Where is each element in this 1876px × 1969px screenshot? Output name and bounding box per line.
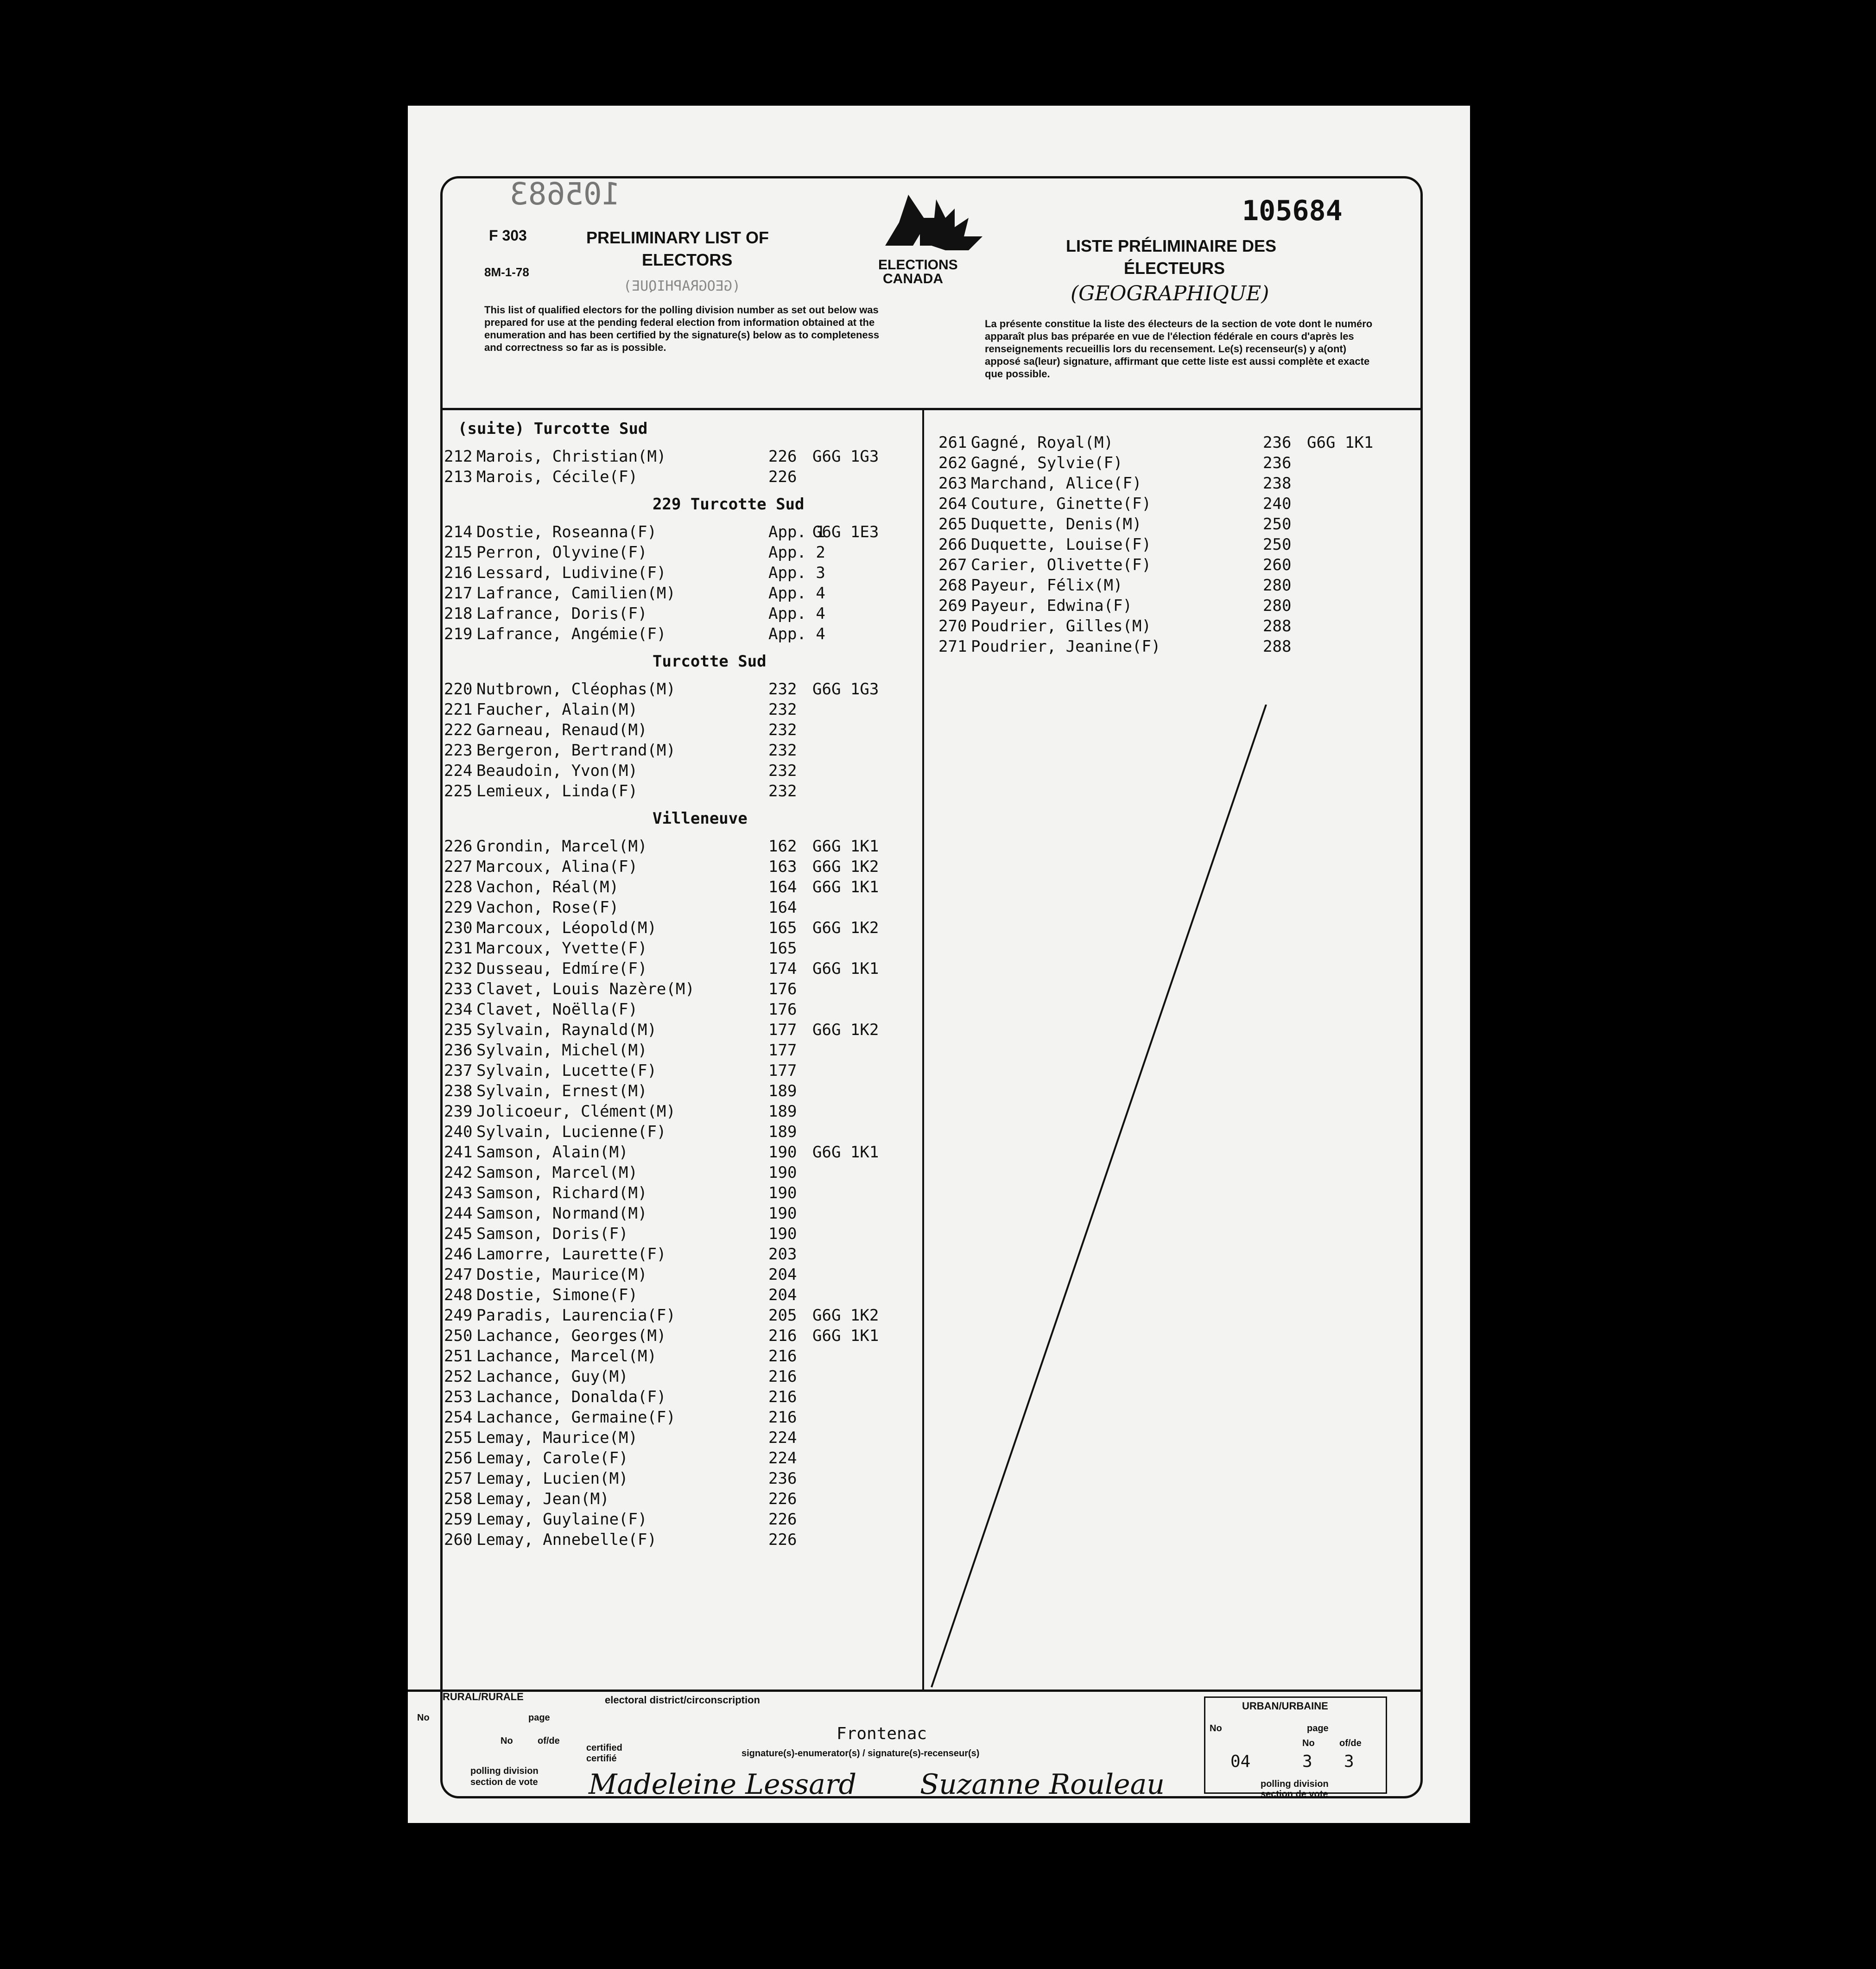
title-en-line1: PRELIMINARY LIST OF bbox=[586, 228, 769, 247]
civic-number: 236 bbox=[768, 1469, 797, 1488]
civic-number: 216 bbox=[768, 1347, 797, 1366]
urban-polling-label: polling division bbox=[1261, 1779, 1329, 1789]
civic-number: 189 bbox=[768, 1123, 797, 1141]
postal-code: G6G 1K2 bbox=[812, 919, 879, 937]
elector-name: Sylvain, Ernest(M) bbox=[476, 1082, 647, 1100]
elector-number: 233 bbox=[444, 980, 473, 998]
elector-number: 248 bbox=[444, 1286, 473, 1304]
civic-number: 226 bbox=[768, 1531, 797, 1549]
civic-number: 226 bbox=[768, 447, 797, 466]
elector-name: Lachance, Marcel(M) bbox=[476, 1347, 657, 1366]
civic-number: 280 bbox=[1263, 576, 1292, 595]
elector-name: Lafrance, Doris(F) bbox=[476, 604, 647, 623]
postal-code: G6G 1K1 bbox=[812, 837, 879, 856]
postal-code: G6G 1G3 bbox=[812, 680, 879, 699]
header-divider bbox=[440, 408, 1423, 410]
elector-number: 267 bbox=[938, 556, 967, 574]
postal-code: G6G 1K2 bbox=[812, 857, 879, 876]
form-number: F 303 bbox=[489, 227, 527, 244]
elector-name: Lachance, Georges(M) bbox=[476, 1327, 666, 1345]
elector-name: Jolicoeur, Clément(M) bbox=[476, 1102, 676, 1121]
elector-name: Sylvain, Lucette(F) bbox=[476, 1061, 657, 1080]
elector-number: 222 bbox=[444, 721, 473, 739]
elector-name: Bergeron, Bertrand(M) bbox=[476, 741, 676, 760]
elector-name: Dostie, Roseanna(F) bbox=[476, 523, 657, 541]
elector-name: Lachance, Guy(M) bbox=[476, 1367, 628, 1386]
elector-name: Lafrance, Camilien(M) bbox=[476, 584, 676, 603]
signature-label: signature(s)-enumerator(s) / signature(s)-recenseur(s) bbox=[742, 1748, 980, 1759]
elector-number: 243 bbox=[444, 1184, 473, 1202]
elector-name: Duquette, Louise(F) bbox=[971, 535, 1151, 554]
elector-number: 218 bbox=[444, 604, 473, 623]
elector-number: 249 bbox=[444, 1306, 473, 1325]
elector-number: 229 bbox=[444, 898, 473, 917]
civic-number: 260 bbox=[1263, 556, 1292, 574]
civic-number: 205 bbox=[768, 1306, 797, 1325]
elector-name: Lemay, Lucien(M) bbox=[476, 1469, 628, 1488]
civic-number: 232 bbox=[768, 741, 797, 760]
postal-code: G6G 1K1 bbox=[812, 959, 879, 978]
elector-name: Marcoux, Alina(F) bbox=[476, 857, 638, 876]
elector-name: Marcoux, Léopold(M) bbox=[476, 919, 657, 937]
elector-name: Lemay, Maurice(M) bbox=[476, 1429, 638, 1447]
civic-number: 176 bbox=[768, 1000, 797, 1019]
elector-number: 269 bbox=[938, 597, 967, 615]
elector-name: Couture, Ginette(F) bbox=[971, 495, 1151, 513]
civic-number: 216 bbox=[768, 1367, 797, 1386]
urban-page-label: page bbox=[1307, 1723, 1329, 1734]
postal-code: G6G 1K2 bbox=[812, 1306, 879, 1325]
civic-number: 250 bbox=[1263, 535, 1292, 554]
elector-name: Marcoux, Yvette(F) bbox=[476, 939, 647, 958]
civic-number: 236 bbox=[1263, 454, 1292, 472]
elector-number: 242 bbox=[444, 1163, 473, 1182]
statement-en: This list of qualified electors for the polling division number as set out below was prepared for use at the pending federal election from information obtained at the enumeration and has been certified by the signature(s) below as to completeness and correctness so far as is possible. bbox=[484, 304, 880, 353]
elector-number: 224 bbox=[444, 762, 473, 780]
elector-number: 264 bbox=[938, 495, 967, 513]
civic-number: 190 bbox=[768, 1143, 797, 1162]
elector-number: 227 bbox=[444, 857, 473, 876]
civic-number: 288 bbox=[1263, 617, 1292, 635]
postal-code: G6G 1K1 bbox=[812, 1143, 879, 1162]
elector-name: Sylvain, Michel(M) bbox=[476, 1041, 647, 1060]
elector-name: Beaudoin, Yvon(M) bbox=[476, 762, 638, 780]
rural-of-label: of/de bbox=[538, 1736, 560, 1746]
rural-no-label: No bbox=[417, 1713, 430, 1723]
elector-name: Lachance, Germaine(F) bbox=[476, 1408, 676, 1427]
elector-name: Dostie, Simone(F) bbox=[476, 1286, 638, 1304]
postal-code: G6G 1G3 bbox=[812, 447, 879, 466]
elector-name: Lemay, Annebelle(F) bbox=[476, 1531, 657, 1549]
elector-number: 220 bbox=[444, 680, 473, 699]
civic-number: 236 bbox=[1263, 433, 1292, 452]
elector-number: 251 bbox=[444, 1347, 473, 1366]
logo-text-line2: CANADA bbox=[883, 271, 943, 286]
elector-number: 244 bbox=[444, 1204, 473, 1223]
elector-number: 239 bbox=[444, 1102, 473, 1121]
civic-number: 190 bbox=[768, 1163, 797, 1182]
elector-number: 240 bbox=[444, 1123, 473, 1141]
elector-number: 226 bbox=[444, 837, 473, 856]
civic-number: 226 bbox=[768, 1510, 797, 1529]
elector-number: 250 bbox=[444, 1327, 473, 1345]
elector-name: Vachon, Réal(M) bbox=[476, 878, 619, 896]
rural-page-label: page bbox=[528, 1713, 550, 1723]
elector-number: 258 bbox=[444, 1490, 473, 1508]
postal-code: G6G 1K1 bbox=[1307, 433, 1374, 452]
postal-code: G6G 1K1 bbox=[812, 878, 879, 896]
civic-number: App. 4 bbox=[768, 625, 825, 643]
civic-number: 232 bbox=[768, 782, 797, 800]
elector-name: Carier, Olivette(F) bbox=[971, 556, 1151, 574]
elector-name: Gagné, Royal(M) bbox=[971, 433, 1114, 452]
street-heading: (suite) Turcotte Sud bbox=[458, 419, 648, 438]
rural-section-label: section de vote bbox=[470, 1777, 538, 1787]
ghost-serial-number: 105683 bbox=[510, 176, 621, 212]
rural-polling-label: polling division bbox=[470, 1766, 539, 1776]
urban-of-label: of/de bbox=[1339, 1738, 1362, 1748]
civic-number: 204 bbox=[768, 1286, 797, 1304]
civic-number: App. 3 bbox=[768, 564, 825, 582]
elector-name: Duquette, Denis(M) bbox=[971, 515, 1142, 534]
certified-label: certified bbox=[586, 1743, 622, 1753]
elector-number: 266 bbox=[938, 535, 967, 554]
elector-number: 215 bbox=[444, 543, 473, 562]
elector-number: 265 bbox=[938, 515, 967, 534]
elector-number: 268 bbox=[938, 576, 967, 595]
elector-name: Samson, Richard(M) bbox=[476, 1184, 647, 1202]
elector-name: Lessard, Ludivine(F) bbox=[476, 564, 666, 582]
elector-number: 237 bbox=[444, 1061, 473, 1080]
elector-number: 225 bbox=[444, 782, 473, 800]
civic-number: 190 bbox=[768, 1184, 797, 1202]
elector-name: Samson, Marcel(M) bbox=[476, 1163, 638, 1182]
civic-number: 232 bbox=[768, 721, 797, 739]
stamp-en: (GEOGRAPHIQUE) bbox=[623, 278, 741, 294]
elector-number: 236 bbox=[444, 1041, 473, 1060]
elector-number: 212 bbox=[444, 447, 473, 466]
elector-number: 259 bbox=[444, 1510, 473, 1529]
civic-number: 164 bbox=[768, 898, 797, 917]
signature-2: Suzanne Rouleau bbox=[920, 1768, 1165, 1801]
elector-number: 261 bbox=[938, 433, 967, 452]
urban-no-value: 04 bbox=[1230, 1752, 1251, 1771]
elector-number: 238 bbox=[444, 1082, 473, 1100]
civic-number: 240 bbox=[1263, 495, 1292, 513]
civic-number: 203 bbox=[768, 1245, 797, 1264]
elector-name: Lemay, Jean(M) bbox=[476, 1490, 609, 1508]
statement-fr: La présente constitue la liste des électeurs de la section de vote dont le numéro apparaît plus bas préparée en vue de l'élection fédérale en cours d'après les renseignements recueillis lors du recensement. Le(s) recenseur(s) y a(ont) apposé sa(leur) signature, affirmant que cette liste est aussi complète et exacte que possible. bbox=[985, 318, 1373, 380]
elector-name: Payeur, Félix(M) bbox=[971, 576, 1123, 595]
elector-number: 246 bbox=[444, 1245, 473, 1264]
civic-number: 216 bbox=[768, 1327, 797, 1345]
elector-number: 257 bbox=[444, 1469, 473, 1488]
civic-number: 280 bbox=[1263, 597, 1292, 615]
civic-number: 177 bbox=[768, 1041, 797, 1060]
civic-number: 288 bbox=[1263, 637, 1292, 656]
elector-name: Lamorre, Laurette(F) bbox=[476, 1245, 666, 1264]
civic-number: 176 bbox=[768, 980, 797, 998]
elector-number: 214 bbox=[444, 523, 473, 541]
title-en-line2: ELECTORS bbox=[642, 250, 733, 269]
civic-number: 226 bbox=[768, 1490, 797, 1508]
urban-page-value: 3 bbox=[1302, 1752, 1312, 1771]
elector-name: Lemay, Guylaine(F) bbox=[476, 1510, 647, 1529]
elector-number: 254 bbox=[444, 1408, 473, 1427]
civic-number: 216 bbox=[768, 1408, 797, 1427]
postal-code: G6G 1K2 bbox=[812, 1021, 879, 1039]
elector-name: Dostie, Maurice(M) bbox=[476, 1265, 647, 1284]
elector-name: Sylvain, Raynald(M) bbox=[476, 1021, 657, 1039]
elector-number: 228 bbox=[444, 878, 473, 896]
elector-name: Garneau, Renaud(M) bbox=[476, 721, 647, 739]
elector-number: 235 bbox=[444, 1021, 473, 1039]
elector-name: Payeur, Edwina(F) bbox=[971, 597, 1132, 615]
elector-name: Lemay, Carole(F) bbox=[476, 1449, 628, 1467]
elector-number: 234 bbox=[444, 1000, 473, 1019]
civic-number: App. 1 bbox=[768, 523, 825, 541]
elector-name: Samson, Doris(F) bbox=[476, 1225, 628, 1243]
civic-number: 224 bbox=[768, 1449, 797, 1467]
elector-name: Poudrier, Jeanine(F) bbox=[971, 637, 1161, 656]
elector-name: Marois, Christian(M) bbox=[476, 447, 666, 466]
civic-number: 189 bbox=[768, 1102, 797, 1121]
civic-number: 238 bbox=[1263, 474, 1292, 493]
civic-number: 165 bbox=[768, 919, 797, 937]
district-label: electoral district/circonscription bbox=[605, 1694, 760, 1706]
stamp-fr: (GEOGRAPHIQUE) bbox=[1071, 282, 1269, 305]
urban-of-value: 3 bbox=[1344, 1752, 1354, 1771]
elector-name: Sylvain, Lucienne(F) bbox=[476, 1123, 666, 1141]
elector-number: 260 bbox=[444, 1531, 473, 1549]
civic-number: 232 bbox=[768, 762, 797, 780]
elector-number: 262 bbox=[938, 454, 967, 472]
elector-number: 216 bbox=[444, 564, 473, 582]
civic-number: 226 bbox=[768, 468, 797, 486]
elector-number: 253 bbox=[444, 1388, 473, 1406]
urban-no2-label: No bbox=[1302, 1738, 1315, 1748]
civic-number: 174 bbox=[768, 959, 797, 978]
elector-name: Marchand, Alice(F) bbox=[971, 474, 1142, 493]
elector-name: Perron, Olyvine(F) bbox=[476, 543, 647, 562]
void-slash-line bbox=[922, 705, 1274, 1692]
civic-number: 164 bbox=[768, 878, 797, 896]
urban-section-label: section de vote bbox=[1261, 1789, 1328, 1799]
elector-name: Vachon, Rose(F) bbox=[476, 898, 619, 917]
civic-number: 204 bbox=[768, 1265, 797, 1284]
elector-number: 217 bbox=[444, 584, 473, 603]
civic-number: App. 4 bbox=[768, 584, 825, 603]
elector-number: 252 bbox=[444, 1367, 473, 1386]
signature-1: Madeleine Lessard bbox=[589, 1768, 857, 1801]
postal-code: G6G 1K1 bbox=[812, 1327, 879, 1345]
elector-number: 245 bbox=[444, 1225, 473, 1243]
civic-number: 165 bbox=[768, 939, 797, 958]
civic-number: 250 bbox=[1263, 515, 1292, 534]
page-serial-number: 105684 bbox=[1242, 195, 1343, 227]
street-heading: Turcotte Sud bbox=[653, 652, 767, 671]
street-heading: 229 Turcotte Sud bbox=[653, 495, 805, 514]
elector-number: 255 bbox=[444, 1429, 473, 1447]
civic-number: 232 bbox=[768, 700, 797, 719]
title-fr-line1: LISTE PRÉLIMINAIRE DES bbox=[1066, 236, 1277, 255]
elector-name: Clavet, Louis Nazère(M) bbox=[476, 980, 695, 998]
civic-number: 216 bbox=[768, 1388, 797, 1406]
elector-name: Clavet, Noëlla(F) bbox=[476, 1000, 638, 1019]
elector-number: 231 bbox=[444, 939, 473, 958]
civic-number: 190 bbox=[768, 1225, 797, 1243]
elector-number: 256 bbox=[444, 1449, 473, 1467]
form-code: 8M-1-78 bbox=[484, 265, 529, 279]
elector-number: 213 bbox=[444, 468, 473, 486]
civic-number: 224 bbox=[768, 1429, 797, 1447]
elector-number: 221 bbox=[444, 700, 473, 719]
urban-no-label: No bbox=[1210, 1723, 1222, 1734]
elector-name: Marois, Cécile(F) bbox=[476, 468, 638, 486]
street-heading: Villeneuve bbox=[653, 809, 748, 828]
elector-name: Paradis, Laurencia(F) bbox=[476, 1306, 676, 1325]
elector-number: 230 bbox=[444, 919, 473, 937]
civic-number: 162 bbox=[768, 837, 797, 856]
elector-name: Lachance, Donalda(F) bbox=[476, 1388, 666, 1406]
rural-no2-label: No bbox=[501, 1736, 513, 1746]
elector-number: 232 bbox=[444, 959, 473, 978]
civic-number: 163 bbox=[768, 857, 797, 876]
rural-label: RURAL/RURALE bbox=[443, 1691, 524, 1702]
elector-number: 271 bbox=[938, 637, 967, 656]
elector-name: Lafrance, Angémie(F) bbox=[476, 625, 666, 643]
civic-number: 177 bbox=[768, 1021, 797, 1039]
elector-name: Nutbrown, Cléophas(M) bbox=[476, 680, 676, 699]
elector-name: Samson, Alain(M) bbox=[476, 1143, 628, 1162]
elector-number: 270 bbox=[938, 617, 967, 635]
civic-number: 177 bbox=[768, 1061, 797, 1080]
elector-number: 247 bbox=[444, 1265, 473, 1284]
civic-number: 232 bbox=[768, 680, 797, 699]
elector-number: 263 bbox=[938, 474, 967, 493]
title-fr-line2: ÉLECTEURS bbox=[1124, 259, 1225, 278]
civic-number: 189 bbox=[768, 1082, 797, 1100]
elector-number: 241 bbox=[444, 1143, 473, 1162]
elector-name: Samson, Normand(M) bbox=[476, 1204, 647, 1223]
elector-name: Poudrier, Gilles(M) bbox=[971, 617, 1151, 635]
elector-number: 219 bbox=[444, 625, 473, 643]
certifie-label: certifié bbox=[586, 1753, 617, 1764]
elector-name: Faucher, Alain(M) bbox=[476, 700, 638, 719]
elector-name: Lemieux, Linda(F) bbox=[476, 782, 638, 800]
civic-number: App. 2 bbox=[768, 543, 825, 562]
district-value: Frontenac bbox=[837, 1724, 927, 1743]
postal-code: G6G 1E3 bbox=[812, 523, 879, 541]
elector-name: Dusseau, Edmíre(F) bbox=[476, 959, 647, 978]
logo-text-line1: ELECTIONS bbox=[878, 257, 958, 273]
elector-name: Gagné, Sylvie(F) bbox=[971, 454, 1123, 472]
urban-label: URBAN/URBAINE bbox=[1242, 1700, 1328, 1712]
elector-number: 223 bbox=[444, 741, 473, 760]
elector-name: Grondin, Marcel(M) bbox=[476, 837, 647, 856]
civic-number: App. 4 bbox=[768, 604, 825, 623]
civic-number: 190 bbox=[768, 1204, 797, 1223]
